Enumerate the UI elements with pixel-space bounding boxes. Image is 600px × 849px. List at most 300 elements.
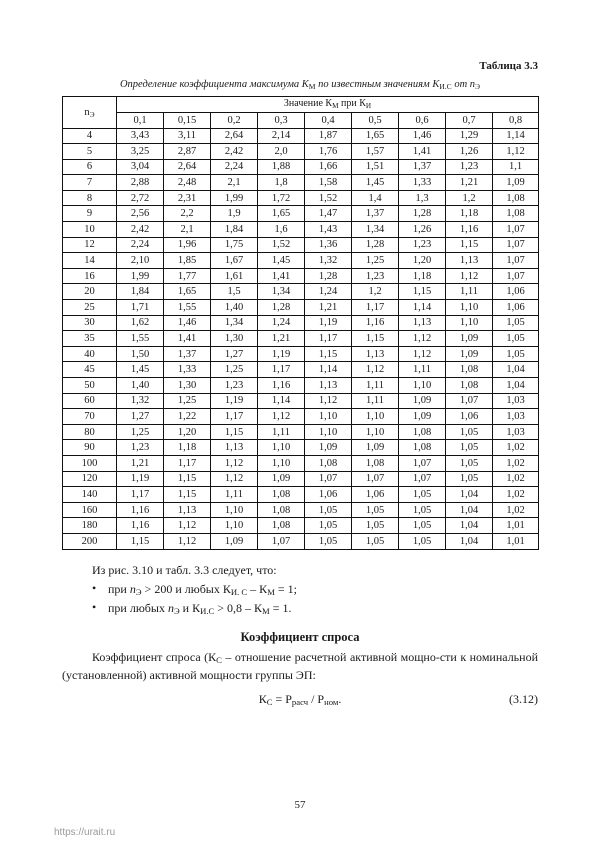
table-cell: 2,1 [211, 175, 258, 191]
table-cell: 1,15 [352, 331, 399, 347]
table-cell: 2,14 [258, 128, 305, 144]
table-cell: 1,09 [399, 393, 446, 409]
section-paragraph [62, 649, 538, 684]
table-row [63, 331, 539, 347]
table-cell: 1,06 [446, 409, 493, 425]
table-cell: 1,45 [117, 362, 164, 378]
table-title-sub-1: М [308, 81, 316, 91]
table-cell: 1,25 [211, 362, 258, 378]
table-cell: 1,87 [305, 128, 352, 144]
table-cell: 2,64 [164, 159, 211, 175]
table-cell: 1,28 [352, 237, 399, 253]
row-label-cell: 90 [63, 440, 117, 456]
table-cell: 1,09 [399, 409, 446, 425]
table-row [63, 378, 539, 394]
conclusion-lead: Из рис. 3.10 и табл. 3.3 следует, что: [92, 562, 277, 577]
table-cell: 1,25 [117, 424, 164, 440]
table-cell: 2,0 [258, 144, 305, 160]
table-cell: 1,02 [493, 440, 539, 456]
row-label-cell: 35 [63, 331, 117, 347]
table-cell: 1,05 [446, 424, 493, 440]
formula-mid: = Р [272, 692, 292, 707]
table-cell: 1,10 [305, 424, 352, 440]
table-row [63, 502, 539, 518]
table-cell: 1,23 [211, 378, 258, 394]
table-cell: 1,27 [117, 409, 164, 425]
table-cell: 1,11 [211, 487, 258, 503]
table-row [63, 393, 539, 409]
table-cell: 1,17 [305, 331, 352, 347]
table-cell: 1,10 [352, 409, 399, 425]
table-cell: 1,07 [493, 253, 539, 269]
table-cell: 1,10 [446, 315, 493, 331]
table-cell: 1,13 [352, 346, 399, 362]
table-cell: 2,10 [117, 253, 164, 269]
table-cell: 1,2 [352, 284, 399, 300]
table-cell: 1,10 [211, 502, 258, 518]
table-cell: 1,09 [305, 440, 352, 456]
bullet1-part-b: > 200 и любых К [141, 581, 231, 596]
table-cell: 1,26 [399, 222, 446, 238]
table-cell: 1,62 [117, 315, 164, 331]
table-cell: 1,19 [117, 471, 164, 487]
table-cell: 1,99 [211, 190, 258, 206]
table-cell: 2,24 [117, 237, 164, 253]
table-cell: 1,14 [399, 300, 446, 316]
table-cell: 1,18 [164, 440, 211, 456]
row-label-cell: 16 [63, 268, 117, 284]
row-header-label: n [84, 106, 90, 118]
table-cell: 1,13 [211, 440, 258, 456]
table-cell: 1,08 [399, 424, 446, 440]
table-cell: 1,05 [305, 502, 352, 518]
table-cell: 2,42 [117, 222, 164, 238]
table-cell: 1,08 [258, 502, 305, 518]
table-cell: 1,12 [399, 346, 446, 362]
bullet2-n: n [167, 600, 174, 615]
table-cell: 1,52 [258, 237, 305, 253]
table-cell: 1,10 [211, 518, 258, 534]
bullet1-n-sub: Э [135, 587, 142, 598]
table-cell: 1,85 [164, 253, 211, 269]
table-cell: 1,11 [352, 393, 399, 409]
column-header-ki-2: 0,2 [211, 112, 258, 128]
column-header-ki-8: 0,8 [493, 112, 539, 128]
table-cell: 1,06 [493, 300, 539, 316]
table-cell: 1,84 [117, 284, 164, 300]
table-cell: 1,11 [352, 378, 399, 394]
column-header-ki-0: 0,1 [117, 112, 164, 128]
formula-left: К [258, 692, 267, 707]
table-cell: 1,05 [352, 533, 399, 549]
table-cell: 2,88 [117, 175, 164, 191]
table-cell: 1,12 [446, 268, 493, 284]
table-cell: 1,10 [352, 424, 399, 440]
table-cell: 2,56 [117, 206, 164, 222]
table-cell: 1,50 [117, 346, 164, 362]
table-cell: 1,03 [493, 393, 539, 409]
table-cell: 1,36 [305, 237, 352, 253]
conclusion-bullets [62, 581, 538, 617]
table-cell: 1,04 [446, 533, 493, 549]
table-cell: 1,11 [399, 362, 446, 378]
column-header-ki-3: 0,3 [258, 112, 305, 128]
table-cell: 1,28 [305, 268, 352, 284]
section-paragraph-part-1: Коэффициент спроса (К [92, 650, 217, 665]
table-cell: 1,05 [305, 518, 352, 534]
table-cell: 1,65 [258, 206, 305, 222]
table-cell: 1,77 [164, 268, 211, 284]
table-row [63, 346, 539, 362]
table-cell: 1,58 [305, 175, 352, 191]
table-cell: 1,13 [399, 315, 446, 331]
table-cell: 2,31 [164, 190, 211, 206]
table-cell: 1,09 [493, 175, 539, 191]
table-cell: 1,25 [352, 253, 399, 269]
table-cell: 1,08 [493, 190, 539, 206]
table-cell: 1,26 [446, 144, 493, 160]
row-label-cell: 30 [63, 315, 117, 331]
table-cell: 1,05 [446, 471, 493, 487]
table-cell: 1,13 [446, 253, 493, 269]
table-cell: 1,08 [258, 487, 305, 503]
row-header-cell [63, 97, 117, 128]
table-row [63, 159, 539, 175]
table-cell: 1,17 [258, 362, 305, 378]
column-group-header-part-2: при К [338, 97, 366, 109]
table-row [63, 440, 539, 456]
table-cell: 1,19 [258, 346, 305, 362]
table-cell: 1,28 [399, 206, 446, 222]
table-cell: 1,07 [446, 393, 493, 409]
table-row [63, 487, 539, 503]
table-cell: 1,06 [493, 284, 539, 300]
table-row [63, 533, 539, 549]
table-cell: 2,64 [211, 128, 258, 144]
table-row [63, 190, 539, 206]
table-cell: 1,21 [117, 455, 164, 471]
table-cell: 1,65 [164, 284, 211, 300]
table-cell: 1,09 [352, 440, 399, 456]
table-cell: 2,72 [117, 190, 164, 206]
table-cell: 1,8 [258, 175, 305, 191]
page-content [62, 60, 538, 709]
formula-mid-sub: расч [291, 697, 309, 708]
table-cell: 1,09 [211, 533, 258, 549]
table-cell: 1,99 [117, 268, 164, 284]
table-cell: 1,40 [117, 378, 164, 394]
row-label-cell: 12 [63, 237, 117, 253]
table-row [63, 409, 539, 425]
table-cell: 1,09 [258, 471, 305, 487]
table-cell: 1,55 [164, 300, 211, 316]
conclusion-bullet-1 [62, 581, 538, 599]
table-cell: 1,08 [493, 206, 539, 222]
table-row [63, 128, 539, 144]
table-cell: 1,57 [352, 144, 399, 160]
table-cell: 1,2 [446, 190, 493, 206]
table-row [63, 284, 539, 300]
table-cell: 1,45 [258, 253, 305, 269]
table-cell: 1,02 [493, 471, 539, 487]
table-row [63, 144, 539, 160]
table-cell: 1,41 [164, 331, 211, 347]
table-cell: 1,05 [305, 533, 352, 549]
table-cell: 1,32 [117, 393, 164, 409]
table-cell: 1,11 [446, 284, 493, 300]
row-header-sub: Э [89, 109, 95, 119]
table-cell: 1,21 [258, 331, 305, 347]
table-cell: 1,16 [352, 315, 399, 331]
table-cell: 1,12 [352, 362, 399, 378]
table-cell: 1,04 [446, 518, 493, 534]
row-label-cell: 6 [63, 159, 117, 175]
table-cell: 1,18 [446, 206, 493, 222]
bullet1-part-c: – К [247, 581, 268, 596]
table-cell: 1,5 [211, 284, 258, 300]
row-label-cell: 9 [63, 206, 117, 222]
column-group-header [117, 97, 539, 113]
table-cell: 1,17 [117, 487, 164, 503]
table-cell: 1,65 [352, 128, 399, 144]
table-cell: 1,08 [258, 518, 305, 534]
bullet2-part-d: = 1. [269, 600, 292, 615]
row-label-cell: 7 [63, 175, 117, 191]
table-header-row-span [63, 97, 539, 113]
row-label-cell: 4 [63, 128, 117, 144]
row-label-cell: 60 [63, 393, 117, 409]
table-cell: 1,05 [493, 331, 539, 347]
table-cell: 1,07 [305, 471, 352, 487]
table-cell: 1,07 [352, 471, 399, 487]
table-cell: 1,52 [305, 190, 352, 206]
table-header-row-ki [63, 112, 539, 128]
table-cell: 1,17 [352, 300, 399, 316]
table-cell: 1,10 [258, 440, 305, 456]
row-label-cell: 10 [63, 222, 117, 238]
column-header-ki-6: 0,6 [399, 112, 446, 128]
column-group-header-sub-1: М [332, 101, 339, 110]
table-cell: 1,20 [399, 253, 446, 269]
conclusion-bullet-2 [62, 600, 538, 618]
table-cell: 1,20 [164, 424, 211, 440]
table-cell: 1,12 [164, 518, 211, 534]
table-cell: 1,16 [117, 518, 164, 534]
table-cell: 1,13 [164, 502, 211, 518]
table-row [63, 253, 539, 269]
table-cell: 1,23 [446, 159, 493, 175]
table-cell: 1,25 [164, 393, 211, 409]
row-label-cell: 45 [63, 362, 117, 378]
table-cell: 1,76 [305, 144, 352, 160]
table-cell: 1,3 [399, 190, 446, 206]
column-header-ki-7: 0,7 [446, 112, 493, 128]
row-label-cell: 5 [63, 144, 117, 160]
bullet2-k-sub: И.С [200, 605, 215, 616]
table-cell: 1,02 [493, 487, 539, 503]
table-label-text: Таблица 3.3 [479, 60, 538, 72]
table-cell: 1,22 [164, 409, 211, 425]
table-cell: 1,4 [352, 190, 399, 206]
table-cell: 1,34 [211, 315, 258, 331]
formula-left-sub: С [266, 697, 273, 708]
table-cell: 1,34 [352, 222, 399, 238]
formula-end: . [338, 692, 342, 707]
table-cell: 1,30 [211, 331, 258, 347]
table-cell: 1,05 [399, 518, 446, 534]
formula-right: / Р [308, 692, 325, 707]
table-cell: 1,55 [117, 331, 164, 347]
table-cell: 1,46 [164, 315, 211, 331]
table-cell: 1,14 [258, 393, 305, 409]
table-cell: 1,43 [305, 222, 352, 238]
table-title-part-2: по известным значениям К [315, 79, 440, 90]
table-cell: 1,41 [399, 144, 446, 160]
row-label-cell: 14 [63, 253, 117, 269]
table-cell: 1,08 [305, 455, 352, 471]
table-row [63, 268, 539, 284]
table-cell: 1,67 [211, 253, 258, 269]
table-cell: 1,29 [446, 128, 493, 144]
table-cell: 1,23 [117, 440, 164, 456]
table-cell: 1,33 [399, 175, 446, 191]
table-cell: 1,14 [493, 128, 539, 144]
table-cell: 1,14 [305, 362, 352, 378]
table-cell: 1,05 [493, 315, 539, 331]
table-cell: 1,15 [399, 284, 446, 300]
table-cell: 1,05 [446, 440, 493, 456]
section-paragraph-sub: С [216, 655, 222, 666]
table-cell: 1,05 [399, 502, 446, 518]
table-cell: 1,19 [211, 393, 258, 409]
table-cell: 1,01 [493, 518, 539, 534]
table-row [63, 222, 539, 238]
table-cell: 1,24 [305, 284, 352, 300]
table-cell: 1,33 [164, 362, 211, 378]
table-cell: 1,10 [305, 409, 352, 425]
table-cell: 1,03 [493, 409, 539, 425]
table-cell: 1,41 [258, 268, 305, 284]
table-cell: 1,07 [399, 455, 446, 471]
bullet2-part-b: и К [179, 600, 201, 615]
conclusion-block [62, 562, 538, 710]
table-cell: 1,04 [493, 362, 539, 378]
table-cell: 3,25 [117, 144, 164, 160]
section-heading: Коэффициент спроса [240, 630, 360, 645]
row-label-cell: 40 [63, 346, 117, 362]
table-cell: 1,05 [399, 533, 446, 549]
section-paragraph-part-2: – отношение расчетной активной мощно- [221, 650, 440, 665]
bullet2-part-a: при любых [108, 600, 168, 615]
table-row [63, 237, 539, 253]
table-cell: 1,04 [446, 502, 493, 518]
bullet1-n: n [129, 581, 136, 596]
table-cell: 1,23 [352, 268, 399, 284]
row-label-cell: 160 [63, 502, 117, 518]
table-cell: 1,84 [211, 222, 258, 238]
table-cell: 1,15 [164, 487, 211, 503]
formula-number: (3.12) [509, 692, 538, 707]
table-cell: 2,48 [164, 175, 211, 191]
footer-url: https://urait.ru [54, 827, 116, 838]
bullet2-m-sub: М [262, 605, 270, 616]
table-cell: 1,15 [305, 346, 352, 362]
bullet2-n-sub: Э [173, 605, 180, 616]
bullet1-m-sub: М [267, 587, 275, 598]
formula-row [62, 691, 538, 709]
table-cell: 1,05 [493, 346, 539, 362]
table-cell: 1,03 [493, 424, 539, 440]
table-cell: 1,9 [211, 206, 258, 222]
row-label-cell: 80 [63, 424, 117, 440]
table-cell: 1,6 [258, 222, 305, 238]
table-title-sub-3: Э [475, 81, 481, 91]
formula-expression [259, 692, 342, 706]
table-cell: 1,07 [493, 237, 539, 253]
table-cell: 1,21 [305, 300, 352, 316]
table-cell: 1,45 [352, 175, 399, 191]
section-paragraph-part-3: сти к номинальной (установленной) активной мощности группы ЭП: [62, 650, 539, 683]
row-label-cell: 200 [63, 533, 117, 549]
table-title [62, 78, 538, 91]
table-cell: 1,10 [446, 300, 493, 316]
table-title-part-3: от n [451, 79, 476, 90]
table-cell: 1,12 [258, 409, 305, 425]
table-cell: 1,06 [305, 487, 352, 503]
table-cell: 2,42 [211, 144, 258, 160]
table-title-part-1: Определение коэффициента максимума К [119, 79, 309, 90]
table-title-sub-2: И.С [439, 81, 452, 91]
table-cell: 1,12 [493, 144, 539, 160]
table-cell: 1,46 [399, 128, 446, 144]
table-cell: 1,10 [258, 455, 305, 471]
table-cell: 1,66 [305, 159, 352, 175]
table-cell: 1,13 [305, 378, 352, 394]
column-header-ki-1: 0,15 [164, 112, 211, 128]
table-cell: 1,07 [493, 268, 539, 284]
table-cell: 1,05 [352, 518, 399, 534]
table-cell: 1,08 [399, 440, 446, 456]
column-header-ki-4: 0,4 [305, 112, 352, 128]
coefficient-table [62, 96, 539, 549]
table-cell: 1,37 [352, 206, 399, 222]
table-cell: 1,88 [258, 159, 305, 175]
table-cell: 1,16 [117, 502, 164, 518]
table-cell: 1,17 [164, 455, 211, 471]
table-cell: 1,47 [305, 206, 352, 222]
table-cell: 1,02 [493, 455, 539, 471]
bullet2-part-c: > 0,8 – К [214, 600, 263, 615]
table-cell: 1,08 [352, 455, 399, 471]
table-cell: 1,12 [305, 393, 352, 409]
table-cell: 1,09 [446, 331, 493, 347]
row-label-cell: 120 [63, 471, 117, 487]
table-row [63, 300, 539, 316]
table-cell: 1,08 [446, 378, 493, 394]
table-cell: 1,37 [399, 159, 446, 175]
table-cell: 2,24 [211, 159, 258, 175]
table-cell: 3,43 [117, 128, 164, 144]
table-cell: 1,05 [446, 455, 493, 471]
table-body [63, 128, 539, 549]
table-cell: 1,23 [399, 237, 446, 253]
row-label-cell: 180 [63, 518, 117, 534]
row-label-cell: 20 [63, 284, 117, 300]
table-cell: 1,34 [258, 284, 305, 300]
table-cell: 1,37 [164, 346, 211, 362]
table-cell: 1,18 [399, 268, 446, 284]
row-label-cell: 70 [63, 409, 117, 425]
